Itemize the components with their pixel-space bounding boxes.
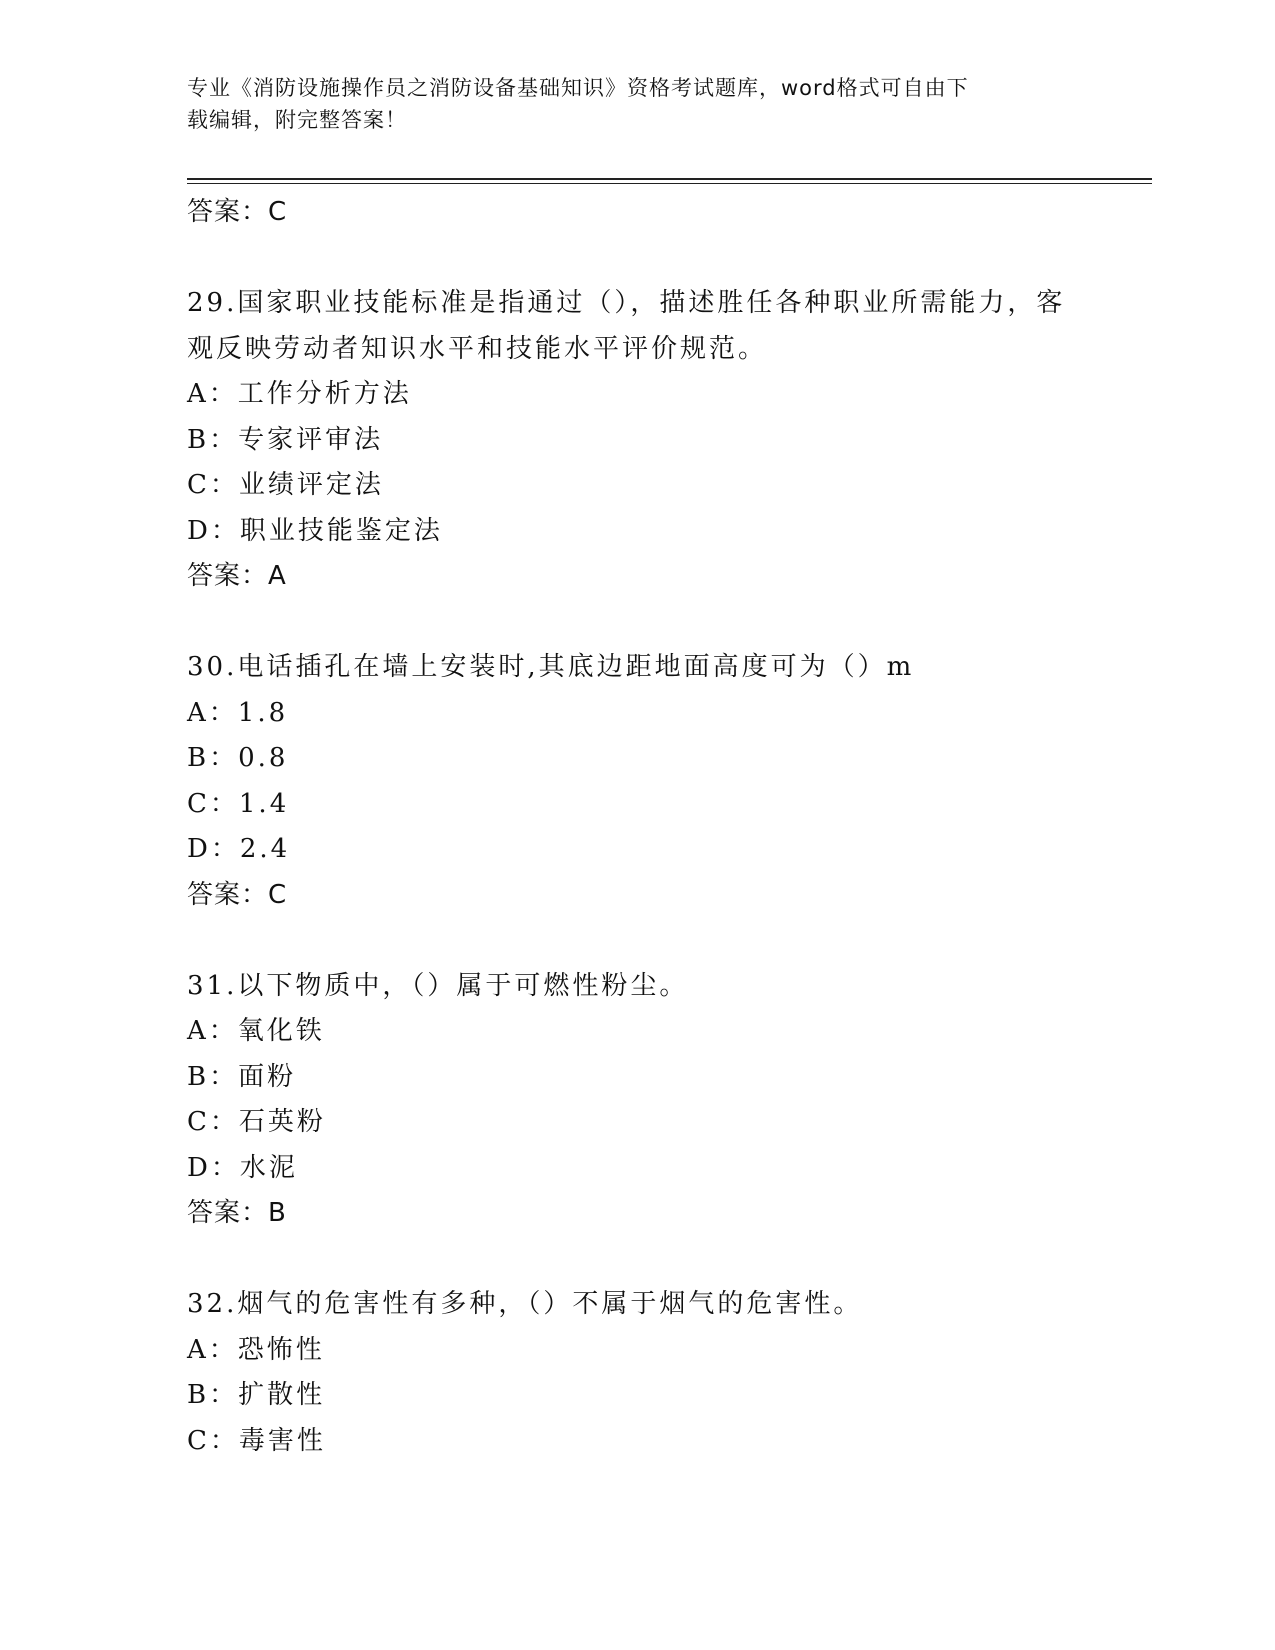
- answer-29: 答案：A: [187, 561, 287, 591]
- header-divider-thick: [187, 178, 1152, 180]
- question-32-stem: 32.烟气的危害性有多种，（）不属于烟气的危害性。: [187, 1289, 863, 1319]
- question-31-option-d: D：水泥: [187, 1152, 298, 1183]
- document-header: [187, 72, 1087, 136]
- question-29-option-c: C：业绩评定法: [187, 470, 384, 500]
- answer-31: 答案：B: [187, 1198, 287, 1228]
- spacer: [187, 600, 1107, 646]
- question-30: [187, 645, 1107, 918]
- spacer: [187, 236, 1107, 282]
- header-line-2: 载编辑，附完整答案！: [187, 108, 407, 132]
- question-30-option-a: A：1.8: [187, 697, 289, 728]
- question-29-option-b: B：专家评审法: [187, 424, 384, 455]
- question-31: [187, 964, 1107, 1237]
- question-32-option-b: B：扩散性: [187, 1380, 326, 1410]
- question-31-stem: 31.以下物质中，（）属于可燃性粉尘。: [187, 970, 689, 1001]
- question-29: [187, 281, 1107, 600]
- question-30-option-c: C：1.4: [187, 788, 290, 819]
- header-divider-thin: [187, 183, 1152, 184]
- question-32: [187, 1282, 1107, 1464]
- question-30-stem: 30.电话插孔在墙上安装时,其底边距地面高度可为（）m: [187, 652, 915, 682]
- question-31-option-b: B：面粉: [187, 1061, 297, 1092]
- spacer: [187, 1237, 1107, 1283]
- question-31-option-c: C：石英粉: [187, 1107, 326, 1137]
- spacer: [187, 918, 1107, 964]
- question-29-stem-line-1: 29.国家职业技能标准是指通过（），描述胜任各种职业所需能力，客: [187, 288, 1066, 318]
- answer-28: 答案：C: [187, 197, 288, 227]
- question-29-option-d: D：职业技能鉴定法: [187, 515, 443, 546]
- question-31-option-a: A：氧化铁: [187, 1016, 325, 1046]
- question-30-option-d: D：2.4: [187, 834, 291, 864]
- question-32-option-c: C：毒害性: [187, 1425, 326, 1456]
- answer-30: 答案：C: [187, 879, 288, 910]
- question-32-option-a: A：恐怖性: [187, 1334, 325, 1365]
- question-30-option-b: B：0.8: [187, 743, 289, 773]
- question-29-stem-line-2: 观反映劳动者知识水平和技能水平评价规范。: [187, 333, 768, 364]
- question-list: [187, 190, 1107, 1464]
- header-line-1: 专业《消防设施操作员之消防设备基础知识》资格考试题库，word格式可自由下: [187, 76, 969, 100]
- question-29-option-a: A：工作分析方法: [187, 379, 412, 409]
